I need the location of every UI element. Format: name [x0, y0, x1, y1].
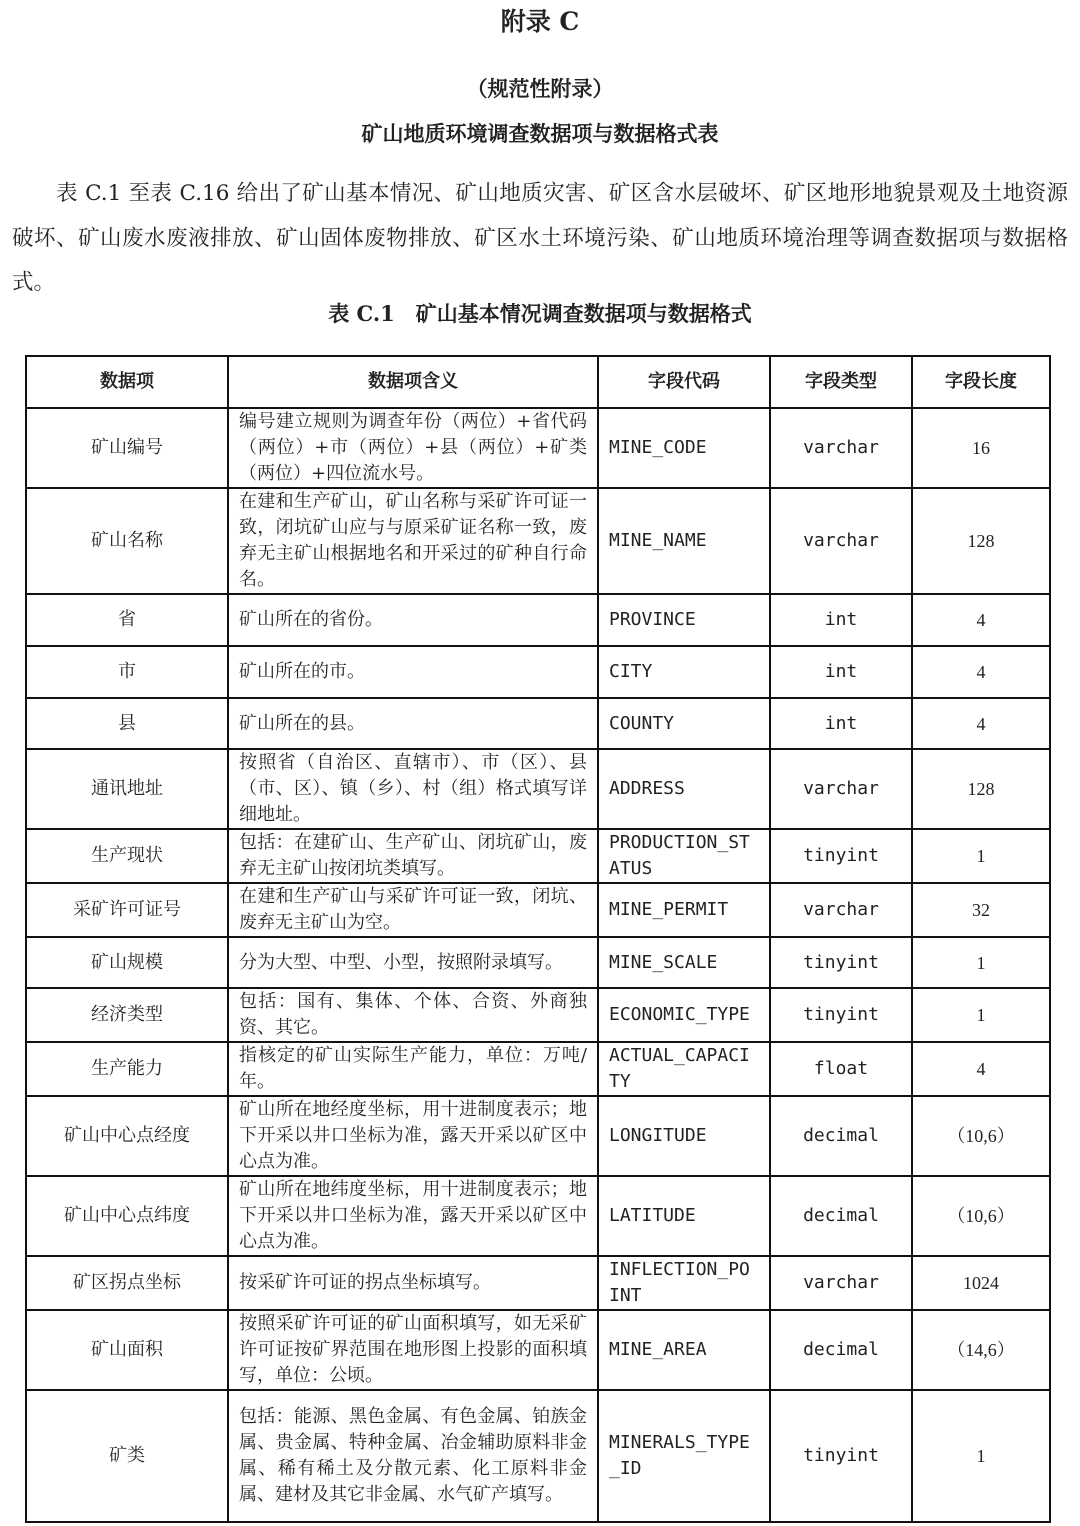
cell-field-type: int [770, 698, 912, 749]
cell-field-code: MINE_AREA [598, 1310, 770, 1390]
cell-meaning: 矿山所在地经度坐标，用十进制度表示；地下开采以井口坐标为准，露天开采以矿区中心点为准。 [228, 1096, 598, 1176]
table-row [26, 1310, 1050, 1390]
data-format-table [25, 355, 1051, 1523]
cell-meaning: 按采矿许可证的拐点坐标填写。 [228, 1256, 598, 1310]
cell-field-length: 16 [912, 408, 1050, 488]
cell-field-type: decimal [770, 1176, 912, 1256]
cell-field-type: varchar [770, 1256, 912, 1310]
cell-field-code: MINE_NAME [598, 488, 770, 594]
cell-item-name: 县 [26, 698, 228, 749]
header-field-type: 字段类型 [770, 356, 912, 408]
cell-field-code: PRODUCTION_STATUS [598, 829, 770, 883]
cell-field-code: INFLECTION_POINT [598, 1256, 770, 1310]
cell-item-name: 生产现状 [26, 829, 228, 883]
cell-item-name: 市 [26, 646, 228, 698]
cell-field-length: （14,6） [912, 1310, 1050, 1390]
table-row [26, 594, 1050, 646]
cell-field-length: 4 [912, 646, 1050, 698]
cell-field-code: MINE_PERMIT [598, 883, 770, 937]
cell-field-type: decimal [770, 1310, 912, 1390]
table-row [26, 749, 1050, 829]
cell-meaning: 按照省（自治区、直辖市）、市（区）、县（市、区）、镇（乡）、村（组）格式填写详细地址。 [228, 749, 598, 829]
cell-field-type: tinyint [770, 829, 912, 883]
cell-meaning: 包括：在建矿山、生产矿山、闭坑矿山，废弃无主矿山按闭坑类填写。 [228, 829, 598, 883]
cell-field-code: CITY [598, 646, 770, 698]
cell-field-type: int [770, 594, 912, 646]
cell-meaning: 矿山所在地纬度坐标，用十进制度表示；地下开采以井口坐标为准，露天开采以矿区中心点为准。 [228, 1176, 598, 1256]
cell-item-name: 通讯地址 [26, 749, 228, 829]
cell-item-name: 矿山中心点纬度 [26, 1176, 228, 1256]
cell-field-type: varchar [770, 749, 912, 829]
cell-meaning: 矿山所在的市。 [228, 646, 598, 698]
cell-field-code: LONGITUDE [598, 1096, 770, 1176]
cell-meaning: 在建和生产矿山，矿山名称与采矿许可证一致，闭坑矿山应与与原采矿证名称一致，废弃无主矿山根据地名和开采过的矿种自行命名。 [228, 488, 598, 594]
cell-item-name: 生产能力 [26, 1042, 228, 1096]
table-caption: 表 C.1 矿山基本情况调查数据项与数据格式 [328, 301, 752, 326]
cell-meaning: 在建和生产矿山与采矿许可证一致，闭坑、废弃无主矿山为空。 [228, 883, 598, 937]
cell-meaning: 包括：能源、黑色金属、有色金属、铂族金属、贵金属、特种金属、冶金辅助原料非金属、稀有稀土及分散元素、化工原料非金属、建材及其它非金属、水气矿产填写。 [228, 1390, 598, 1522]
cell-field-type: varchar [770, 408, 912, 488]
cell-field-length: 1 [912, 937, 1050, 988]
cell-field-type: varchar [770, 883, 912, 937]
cell-item-name: 矿山中心点经度 [26, 1096, 228, 1176]
table-row [26, 829, 1050, 883]
cell-item-name: 经济类型 [26, 988, 228, 1042]
cell-field-type: tinyint [770, 988, 912, 1042]
cell-field-code: COUNTY [598, 698, 770, 749]
table-row [26, 988, 1050, 1042]
table-row [26, 1042, 1050, 1096]
cell-field-length: 1 [912, 1390, 1050, 1522]
cell-field-length: 128 [912, 749, 1050, 829]
cell-field-code: PROVINCE [598, 594, 770, 646]
cell-meaning: 分为大型、中型、小型，按照附录填写。 [228, 937, 598, 988]
table-row [26, 1176, 1050, 1256]
cell-field-type: float [770, 1042, 912, 1096]
appendix-heading: 矿山地质环境调查数据项与数据格式表 [361, 121, 719, 146]
cell-item-name: 省 [26, 594, 228, 646]
cell-field-length: （10,6） [912, 1176, 1050, 1256]
cell-field-code: MINERALS_TYPE_ID [598, 1390, 770, 1522]
cell-item-name: 采矿许可证号 [26, 883, 228, 937]
cell-field-length: （10,6） [912, 1096, 1050, 1176]
table-row [26, 646, 1050, 698]
table-row [26, 883, 1050, 937]
cell-item-name: 矿类 [26, 1390, 228, 1522]
header-field-code: 字段代码 [598, 356, 770, 408]
cell-meaning: 按照采矿许可证的矿山面积填写，如无采矿许可证按矿界范围在地形图上投影的面积填写，单位：公顷。 [228, 1310, 598, 1390]
cell-field-type: tinyint [770, 937, 912, 988]
table-row [26, 937, 1050, 988]
header-meaning: 数据项含义 [228, 356, 598, 408]
cell-item-name: 矿区拐点坐标 [26, 1256, 228, 1310]
cell-field-type: int [770, 646, 912, 698]
cell-item-name: 矿山规模 [26, 937, 228, 988]
appendix-title: 附录 C [500, 7, 580, 36]
cell-meaning: 编号建立规则为调查年份（两位）+省代码（两位）+市（两位）+县（两位）+矿类（两位）+四位流水号。 [228, 408, 598, 488]
cell-field-type: varchar [770, 488, 912, 594]
cell-field-length: 4 [912, 1042, 1050, 1096]
table-row [26, 1096, 1050, 1176]
cell-field-code: LATITUDE [598, 1176, 770, 1256]
cell-field-type: tinyint [770, 1390, 912, 1522]
cell-field-length: 32 [912, 883, 1050, 937]
cell-field-length: 1 [912, 988, 1050, 1042]
cell-field-type: decimal [770, 1096, 912, 1176]
cell-field-code: MINE_CODE [598, 408, 770, 488]
cell-item-name: 矿山编号 [26, 408, 228, 488]
intro-paragraph: 表 C.1 至表 C.16 给出了矿山基本情况、矿山地质灾害、矿区含水层破坏、矿区地形地貌景观及土地资源破坏、矿山废水废液排放、矿山固体废物排放、矿区水土环境污染、矿山地质环境治理等调查数据项与数据格式。 [12, 181, 1068, 295]
cell-field-code: ECONOMIC_TYPE [598, 988, 770, 1042]
cell-field-length: 128 [912, 488, 1050, 594]
cell-item-name: 矿山面积 [26, 1310, 228, 1390]
cell-field-code: ACTUAL_CAPACITY [598, 1042, 770, 1096]
cell-meaning: 矿山所在的县。 [228, 698, 598, 749]
table-row [26, 1256, 1050, 1310]
cell-field-code: MINE_SCALE [598, 937, 770, 988]
table-row [26, 408, 1050, 488]
cell-meaning: 包括：国有、集体、个体、合资、外商独资、其它。 [228, 988, 598, 1042]
header-data-item: 数据项 [26, 356, 228, 408]
cell-field-length: 1024 [912, 1256, 1050, 1310]
table-row [26, 488, 1050, 594]
cell-field-length: 4 [912, 594, 1050, 646]
appendix-type: （规范性附录） [466, 76, 614, 101]
table-row [26, 698, 1050, 749]
cell-meaning: 矿山所在的省份。 [228, 594, 598, 646]
header-field-length: 字段长度 [912, 356, 1050, 408]
cell-item-name: 矿山名称 [26, 488, 228, 594]
cell-meaning: 指核定的矿山实际生产能力，单位：万吨/年。 [228, 1042, 598, 1096]
table-row [26, 1390, 1050, 1522]
cell-field-length: 4 [912, 698, 1050, 749]
cell-field-length: 1 [912, 829, 1050, 883]
table-header-row [26, 356, 1050, 408]
cell-field-code: ADDRESS [598, 749, 770, 829]
